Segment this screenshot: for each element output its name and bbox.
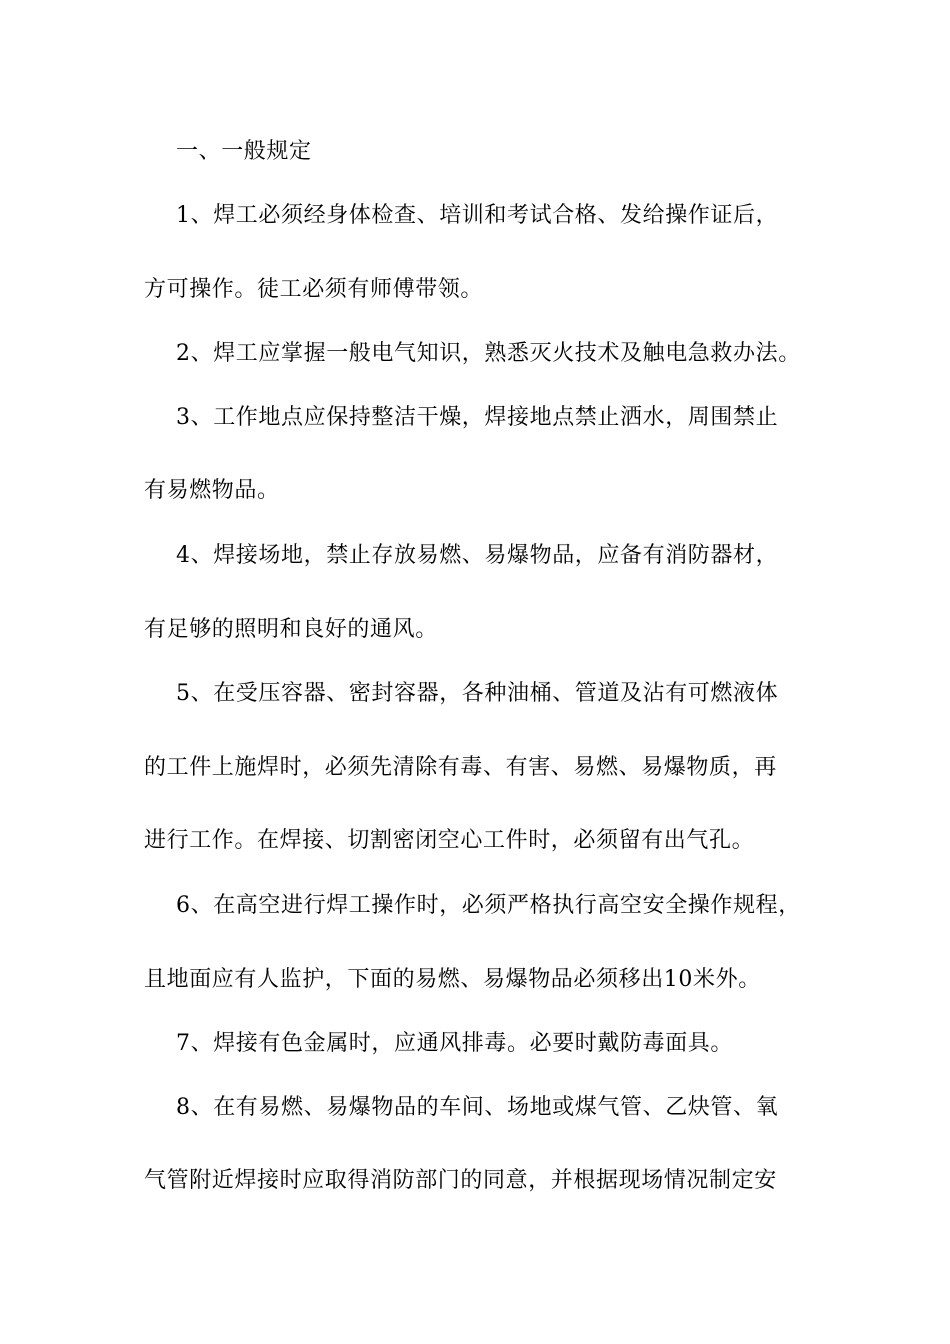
paragraph-line: 气管附近焊接时应取得消防部门的同意，并根据现场情况制定安: [144, 1168, 777, 1193]
section-heading: 一、一般规定: [176, 139, 312, 164]
paragraph-line: 有易燃物品。: [144, 478, 280, 503]
paragraph-line: 5、在受压容器、密封容器，各种油桶、管道及沾有可燃液体: [176, 681, 779, 706]
paragraph-line: 4、焊接场地，禁止存放易燃、易爆物品，应备有消防器材，: [176, 543, 779, 568]
paragraph-line: 且地面应有人监护，下面的易燃、易爆物品必须移出10米外。: [144, 967, 761, 992]
paragraph-line: 7、焊接有色金属时，应通风排毒。必要时戴防毒面具。: [176, 1031, 733, 1056]
paragraph-line: 6、在高空进行焊工操作时，必须严格执行高空安全操作规程，: [176, 893, 801, 918]
paragraph-line: 8、在有易燃、易爆物品的车间、场地或煤气管、乙炔管、氧: [176, 1095, 779, 1120]
paragraph-line: 方可操作。徒工必须有师傅带领。: [144, 277, 484, 302]
paragraph-line: 2、焊工应掌握一般电气知识，熟悉灭火技术及触电急救办法。: [176, 341, 801, 366]
paragraph-line: 有足够的照明和良好的通风。: [144, 617, 438, 642]
paragraph-line: 3、工作地点应保持整洁干燥，焊接地点禁止洒水，周围禁止: [176, 405, 779, 430]
paragraph-line: 的工件上施焊时，必须先清除有毒、有害、易燃、易爆物质，再: [144, 755, 777, 780]
paragraph-line: 进行工作。在焊接、切割密闭空心工件时，必须留有出气孔。: [144, 828, 755, 853]
paragraph-line: 1、焊工必须经身体检查、培训和考试合格、发给操作证后，: [176, 203, 779, 228]
